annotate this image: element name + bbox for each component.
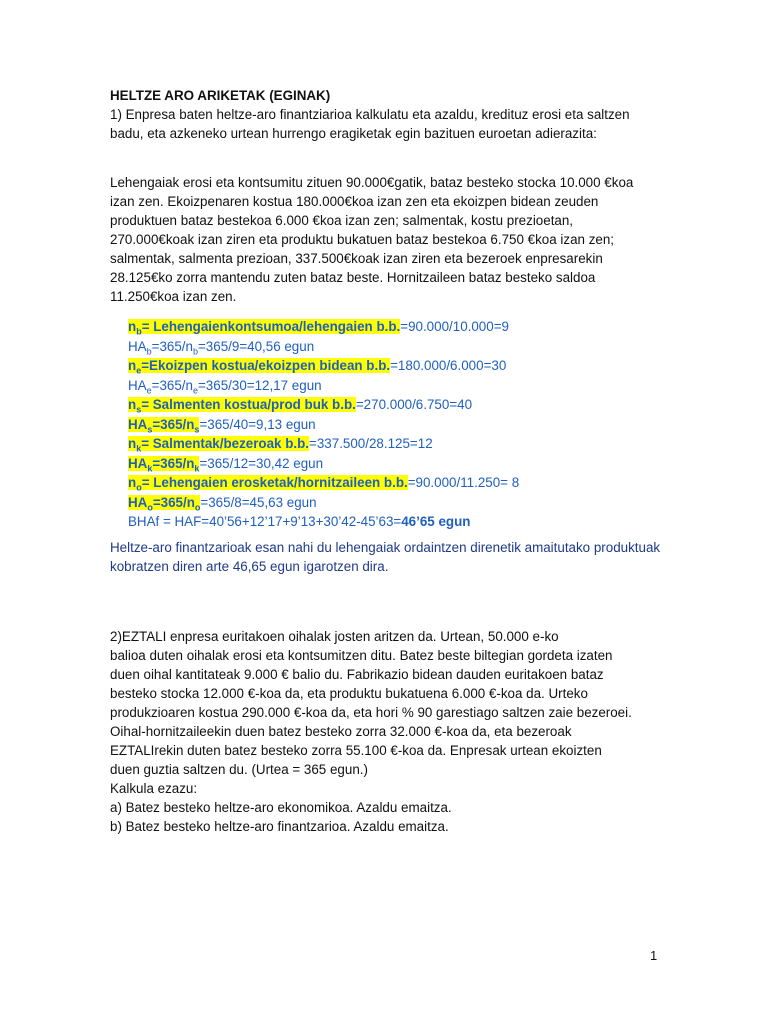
exercise1-statement: Lehengaiak erosi eta kontsumitu zituen 90.000€gatik, bataz besteko stocka 10.000 €koa izan zen. Ekoizpenaren kostua 180.000€koa izan zen eta ekoizpen bidean zeuden produktuen bataz bestekoa 6.000 €koa izan zen; salmentak, kostu prezioetan, 270.000€koak izan ziren eta produktu bukatuen bataz bestekoa 6.750 €koa izan zen; salmentak, salmenta prezioan, 337.500€koak izan ziren eta bezeroek enpresarekin 28.125€ko zorra mantendu zuten bataz beste. Hornitzaileen bataz besteko saldoa 11.250€koa izan zen. bbox=[110, 175, 634, 304]
formula-list bbox=[128, 317, 519, 532]
exercise2-line: duen guztia saltzen du. (Urtea = 365 egun.) bbox=[110, 762, 368, 777]
exercise2-line: b) Batez besteko heltze-aro finantzarioa. Azaldu emaitza. bbox=[110, 819, 449, 834]
formula-line: $HA_s=365/n_s=365/40=9,13$ egun bbox=[128, 416, 316, 435]
formula-line: $HA_e=365/n_e=365/30=12,17$ egun bbox=[128, 377, 322, 396]
page-number: 1 bbox=[650, 948, 658, 963]
formula-line: $n_k=$ Salmentak/bezeroak b.b.=337.500/28.125=12 bbox=[128, 436, 433, 454]
exercise2-line: besteko stocka 12.000 €-koa da, eta produktu bukatuena 6.000 €-koa da. Urteko bbox=[110, 686, 588, 701]
document-title: HELTZE ARO ARIKETAK (EGINAK) bbox=[110, 88, 331, 103]
exercise2-line: Oihal-hornitzaileekin duen batez besteko zorra 32.000 €-koa da, eta bezeroak bbox=[110, 724, 572, 739]
formula-line: $HA_b=365/n_b=365/9=40,56$ egun bbox=[128, 338, 315, 357]
formula-line: $HA_o=365/n_o=365/8=45,63$ egun bbox=[128, 494, 317, 513]
exercise2-line: a) Batez besteko heltze-aro ekonomikoa. Azaldu emaitza. bbox=[110, 800, 452, 815]
exercise1-conclusion: Heltze-aro finantzarioak esan nahi du lehengaiak ordaintzen direnetik amaitutako produktuak kobratzen diren arte 46,65 egun igarotzen dira. bbox=[110, 540, 661, 574]
exercise2-line: produkzioaren kostua 290.000 €-koa da, eta hori % 90 garestiago saltzen zaie bezeroei. bbox=[110, 705, 632, 720]
bhaf-line: BHAf = HAF=40’56+12’17+9’13+30’42-45’63=46’65 egun bbox=[128, 514, 471, 529]
exercise1-question: 1) Enpresa baten heltze-aro finantziarioa kalkulatu eta azaldu, kredituz erosi eta saltzen badu, eta azkeneko urtean hurrengo eragiketak egin bazituen euroetan adierazita: bbox=[110, 107, 630, 141]
formula-line: $n_b=$ Lehengaienkontsumoa/lehengaien b.b.=90.000/10.000=9 bbox=[128, 319, 509, 337]
exercise2 bbox=[110, 627, 660, 836]
exercise2-line: duen oihal kantitateak 9.000 € balio du. Fabrikazio bidean dauden euritakoen bataz bbox=[110, 667, 604, 682]
exercise2-line: balioa duten oihalak erosi eta kontsumitzen ditu. Batez beste biltegian gordeta izaten bbox=[110, 648, 613, 663]
bhaf-result: 46’65 egun bbox=[401, 514, 471, 529]
formula-line: $HA_k=365/n_k=365/12=30,42$ egun bbox=[128, 455, 324, 474]
exercise2-line: EZTALIrekin duten batez besteko zorra 55.100 €-koa da. Enpresak urtean ekoizten bbox=[110, 743, 602, 758]
exercise2-line: Kalkula ezazu: bbox=[110, 781, 198, 796]
formula-line: $n_o=$ Lehengaien erosketak/hornitzaileen b.b.=90.000/11.250= 8 bbox=[128, 475, 520, 493]
formula-line: $n_e=Ekoizpen$ kostua/ekoizpen bidean b.b.=180.000/6.000=30 bbox=[128, 358, 507, 376]
exercise2-line: 2)EZTALI enpresa euritakoen oihalak josten aritzen da. Urtean, 50.000 e-ko bbox=[110, 629, 559, 644]
formula-line: $n_s=$ Salmenten kostua/prod buk b.b.=270.000/6.750=40 bbox=[128, 397, 473, 415]
